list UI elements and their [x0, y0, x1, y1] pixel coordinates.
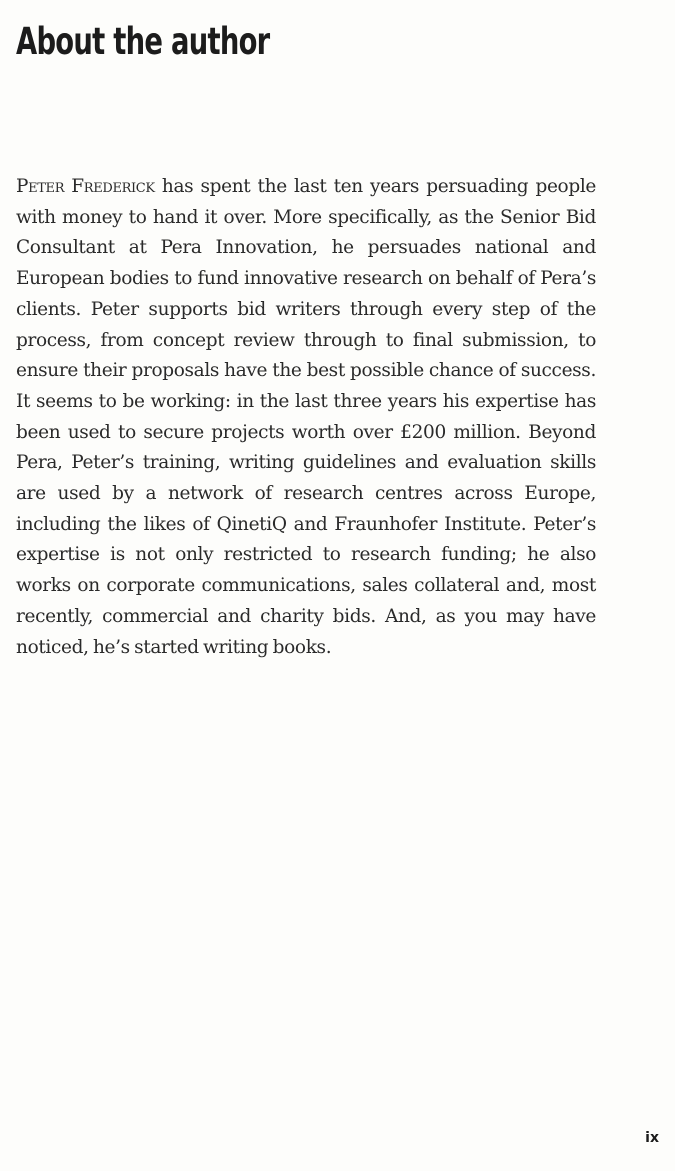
page-number: ix [645, 1130, 659, 1146]
page-title: About the author [16, 20, 270, 63]
author-bio-text: has spent the last ten years persuading people with money to hand it over. More specifically, as the Senior Bid Consultant at Pera Innovation, he persuades national and European bodies to fund innovative research on behalf of Pera’s clients. Peter supports bid writers through every step of the process, from concept review through to final submission, to ensure their proposals have the best possible chance of success. It seems to be working: in the last three years his expertise has been used to secure projects worth over £200 million. Beyond Pera, Peter’s training, writing guidelines and evaluation skills are used by a network of research centres across Europe, including the likes of QinetiQ and Fraunhofer Institute. Peter’s expertise is not only restricted to research funding; he also works on corporate communications, sales collateral and, most recently, commercial and charity bids. And, as you may have noticed, he’s started writing books. [16, 176, 596, 658]
author-bio-paragraph [16, 172, 596, 663]
author-name: Peter Frederick [16, 176, 155, 197]
